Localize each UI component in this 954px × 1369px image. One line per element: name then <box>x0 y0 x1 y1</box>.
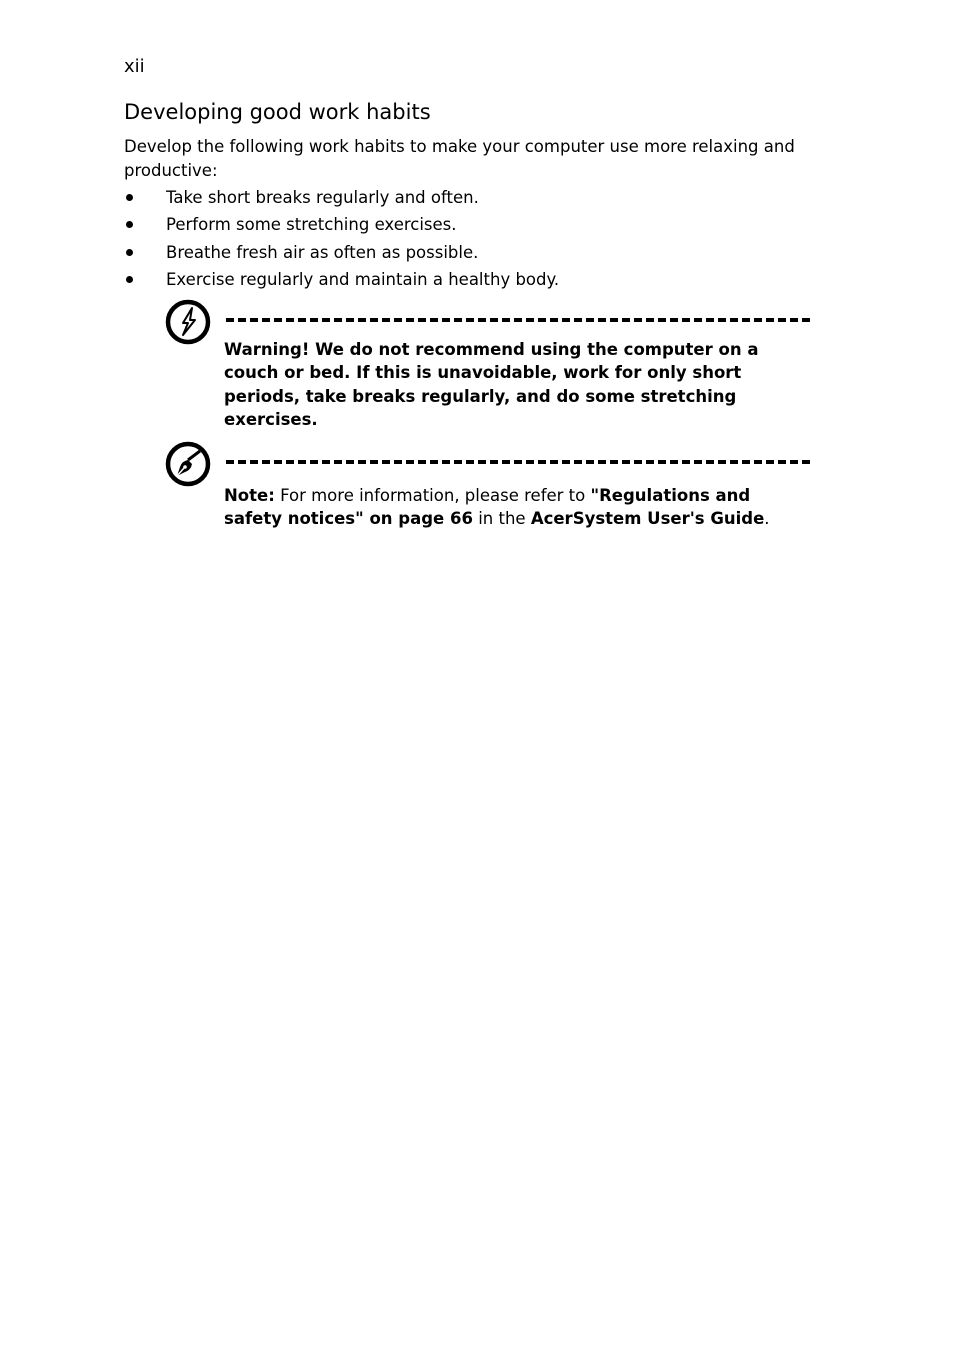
intro-paragraph: Develop the following work habits to make your computer use more relaxing and productive: <box>124 137 795 180</box>
list-item <box>124 267 559 294</box>
habits-list <box>124 185 559 295</box>
warning-lightning-icon <box>164 298 212 346</box>
page-number: xii <box>124 56 145 77</box>
list-item-text: Breathe fresh air as often as possible. <box>166 242 479 262</box>
guide-title: AcerSystem User's Guide <box>530 509 765 529</box>
warning-text: Warning! We do not recommend using the computer on a couch or bed. If this is unavoidable, work for only short periods, take breaks regularly, and do some stretching exercises. <box>224 340 759 429</box>
dashed-divider <box>226 318 810 322</box>
note-text-end: . <box>764 509 770 529</box>
bullet-icon <box>126 194 133 201</box>
list-item-text: Take short breaks regularly and often. <box>166 188 479 207</box>
section-title: Developing good work habits <box>124 100 431 124</box>
bullet-icon <box>126 276 133 283</box>
list-item <box>124 212 559 239</box>
list-item <box>124 240 559 267</box>
list-item <box>124 185 559 212</box>
list-item-text: Exercise regularly and maintain a healthy body. <box>166 270 560 290</box>
note-label: Note: <box>224 486 275 505</box>
bullet-icon <box>126 249 133 256</box>
note-pen-icon <box>164 440 212 488</box>
note-text <box>224 484 794 531</box>
dashed-divider <box>226 460 810 464</box>
note-text-middle: in the <box>472 509 531 529</box>
list-item-text: Perform some stretching exercises. <box>166 215 457 235</box>
note-text-before: For more information, please refer to <box>274 486 591 505</box>
cross-reference-link[interactable]: "Regulations and safety notices" on page 66 <box>224 486 751 529</box>
bullet-icon <box>126 221 133 228</box>
